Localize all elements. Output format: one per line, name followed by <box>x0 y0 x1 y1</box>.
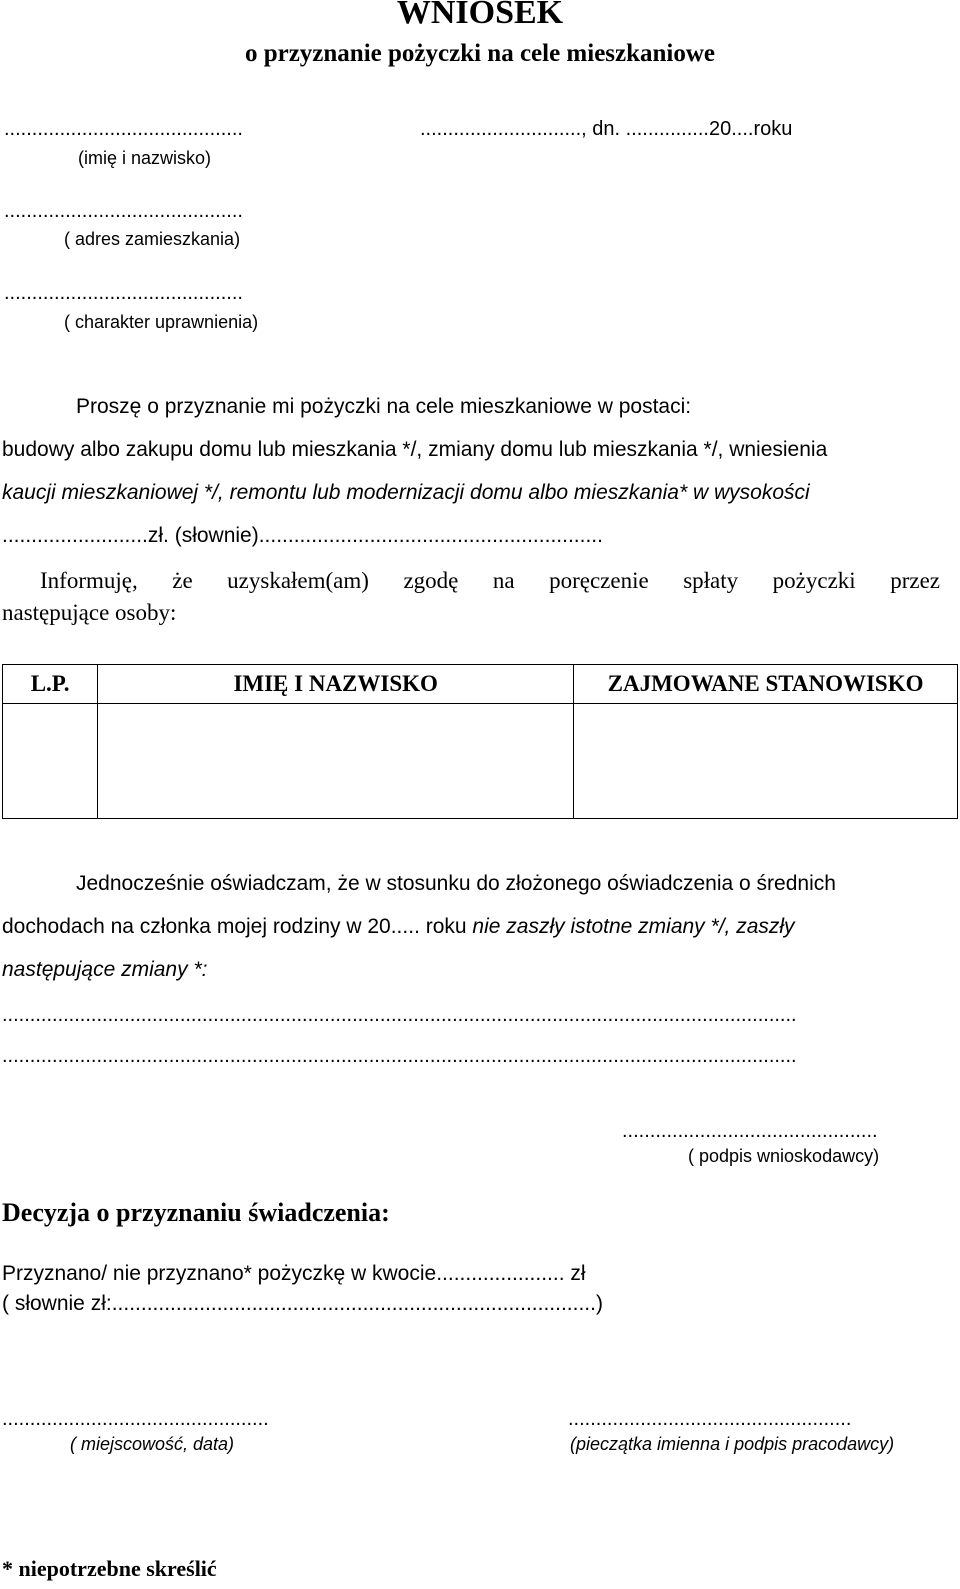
changes-field-line-1[interactable]: ............................................................................................................................................... <box>2 1004 797 1026</box>
guarantors-info-line-2: następujące osoby: <box>2 600 177 625</box>
form-title: WNIOSEK <box>396 0 564 31</box>
footnote: * niepotrzebne skreślić <box>2 1556 217 1581</box>
decision-words-line[interactable]: ( słownie zł:...................................................................................) <box>2 1292 603 1315</box>
request-line-2: budowy albo zakupu domu lub mieszkania */, zmiany domu lub mieszkania */, wniesienia <box>2 438 828 461</box>
place-date-caption: ( miejscowość, data) <box>70 1434 235 1454</box>
statement-line-3: następujące zmiany *: <box>2 958 208 981</box>
place-date-dots[interactable]: ................................................ <box>2 1408 269 1430</box>
decision-heading: Decyzja o przyznaniu świadczenia: <box>2 1198 390 1227</box>
statement-line-2-italic: nie zaszły istotne zmiany */, zaszły <box>472 915 795 938</box>
name-field-dots[interactable]: ........................................... <box>4 118 243 140</box>
employer-signature-dots[interactable]: ................................................... <box>568 1408 852 1430</box>
position-cell[interactable] <box>574 704 958 819</box>
guarantors-table <box>2 664 958 819</box>
statement-line-1: Jednocześnie oświadczam, że w stosunku do złożonego oświadczenia o średnich <box>76 872 836 895</box>
address-field-caption: ( adres zamieszkania) <box>64 229 241 249</box>
guarantors-info-line-1: Informuję, że uzyskałem(am) zgodę na poręczenie spłaty pożyczki przez <box>40 568 940 593</box>
address-field-dots[interactable]: ........................................... <box>4 200 243 222</box>
request-intro: Proszę o przyznanie mi pożyczki na cele mieszkaniowe w postaci: <box>76 395 692 418</box>
form-subtitle: o przyznanie pożyczki na cele mieszkaniowe <box>244 40 716 67</box>
name-cell[interactable] <box>98 704 574 819</box>
lp-cell[interactable] <box>3 704 98 819</box>
signature-caption: ( podpis wnioskodawcy) <box>688 1146 880 1166</box>
place-date-field[interactable]: ............................., dn. ...............20....roku <box>420 118 793 140</box>
signature-field-dots[interactable]: .............................................. <box>622 1120 878 1142</box>
request-line-3: kaucji mieszkaniowej */, remontu lub modernizacji domu albo mieszkania* w wysokości <box>2 481 810 504</box>
entitlement-field-dots[interactable]: ........................................... <box>4 282 243 304</box>
statement-line-2-text: dochodach na członka mojej rodziny w 20..... roku <box>2 915 473 938</box>
name-field-caption: (imię i nazwisko) <box>78 148 212 168</box>
employer-signature-caption: (pieczątka imienna i podpis pracodawcy) <box>570 1434 895 1454</box>
amount-field[interactable]: .........................zł. (słownie)........................................................... <box>2 524 603 547</box>
table-row <box>3 704 958 819</box>
column-header-lp: L.P. <box>3 665 98 704</box>
table-header-row <box>3 665 958 704</box>
changes-field-line-2[interactable]: ............................................................................................................................................... <box>2 1045 797 1067</box>
entitlement-field-caption: ( charakter uprawnienia) <box>64 312 259 332</box>
decision-amount-line[interactable]: Przyznano/ nie przyznano* pożyczkę w kwocie...................... zł <box>2 1262 586 1285</box>
column-header-position: ZAJMOWANE STANOWISKO <box>574 665 958 704</box>
statement-line-2 <box>2 915 795 939</box>
column-header-name: IMIĘ I NAZWISKO <box>98 665 574 704</box>
